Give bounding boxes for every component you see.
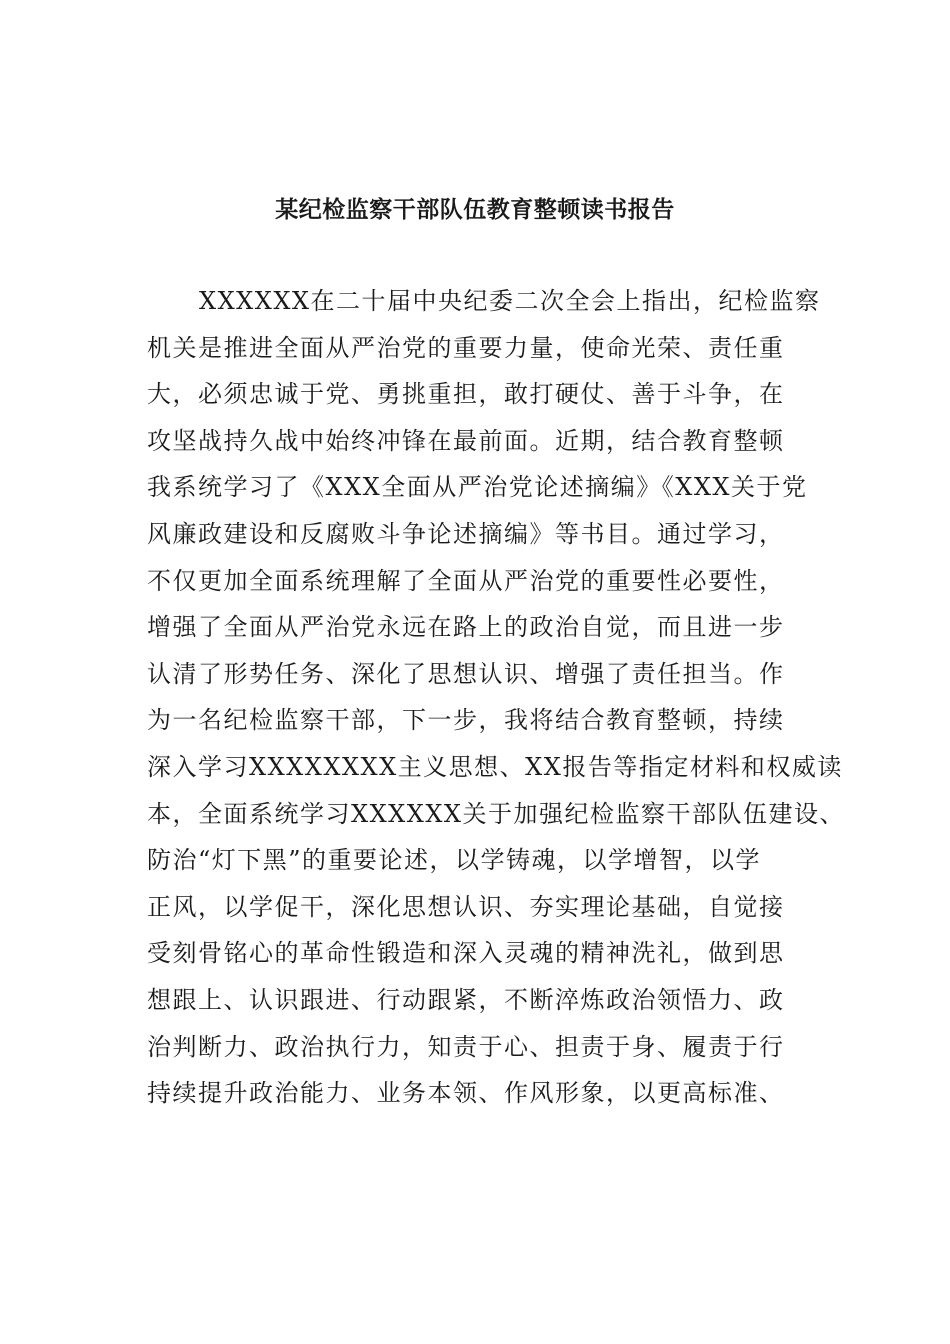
body-line: 不仅更加全面系统理解了全面从严治党的重要性必要性， [147,566,785,595]
body-line: 本，全面系统学习XXXXXX关于加强纪检监察干部队伍建设、 [147,799,846,828]
body-line: 攻坚战持久战中始终冲锋在最前面。近期，结合教育整顿 [147,426,785,455]
document-body [147,278,846,1117]
body-line: 持续提升政治能力、业务本领、作风形象，以更高标准、 [147,1079,785,1108]
body-line: 深入学习XXXXXXXX主义思想、XX报告等指定材料和权威读 [147,752,843,781]
body-line: 机关是推进全面从严治党的重要力量，使命光荣、责任重 [147,333,785,362]
body-line: 为一名纪检监察干部，下一步，我将结合教育整顿，持续 [147,706,785,735]
body-line: 想跟上、认识跟进、行动跟紧，不断淬炼政治领悟力、政 [147,985,785,1014]
body-line: XXXXXX在二十届中央纪委二次全会上指出，纪检监察 [199,287,821,315]
body-line: 风廉政建设和反腐败斗争论述摘编》等书目。通过学习， [147,519,785,548]
body-line: 认清了形势任务、深化了思想认识、增强了责任担当。作 [147,659,785,688]
body-line: 治判断力、政治执行力，知责于心、担责于身、履责于行 [147,1032,785,1061]
body-line: 正风，以学促干，深化思想认识、夯实理论基础，自觉接 [147,892,785,921]
body-line: 增强了全面从严治党永远在路上的政治自觉，而且进一步 [147,613,785,642]
body-line: 受刻骨铭心的革命性锻造和深入灵魂的精神洗礼，做到思 [147,939,785,968]
body-line: 我系统学习了《XXX全面从严治党论述摘编》《XXX关于党 [147,473,808,502]
body-line: 大，必须忠诚于党、勇挑重担，敢打硬仗、善于斗争，在 [147,380,785,409]
body-line: 防治“灯下黑”的重要论述，以学铸魂，以学增智，以学 [147,846,762,875]
document-title: 某纪检监察干部队伍教育整顿读书报告 [275,197,675,223]
